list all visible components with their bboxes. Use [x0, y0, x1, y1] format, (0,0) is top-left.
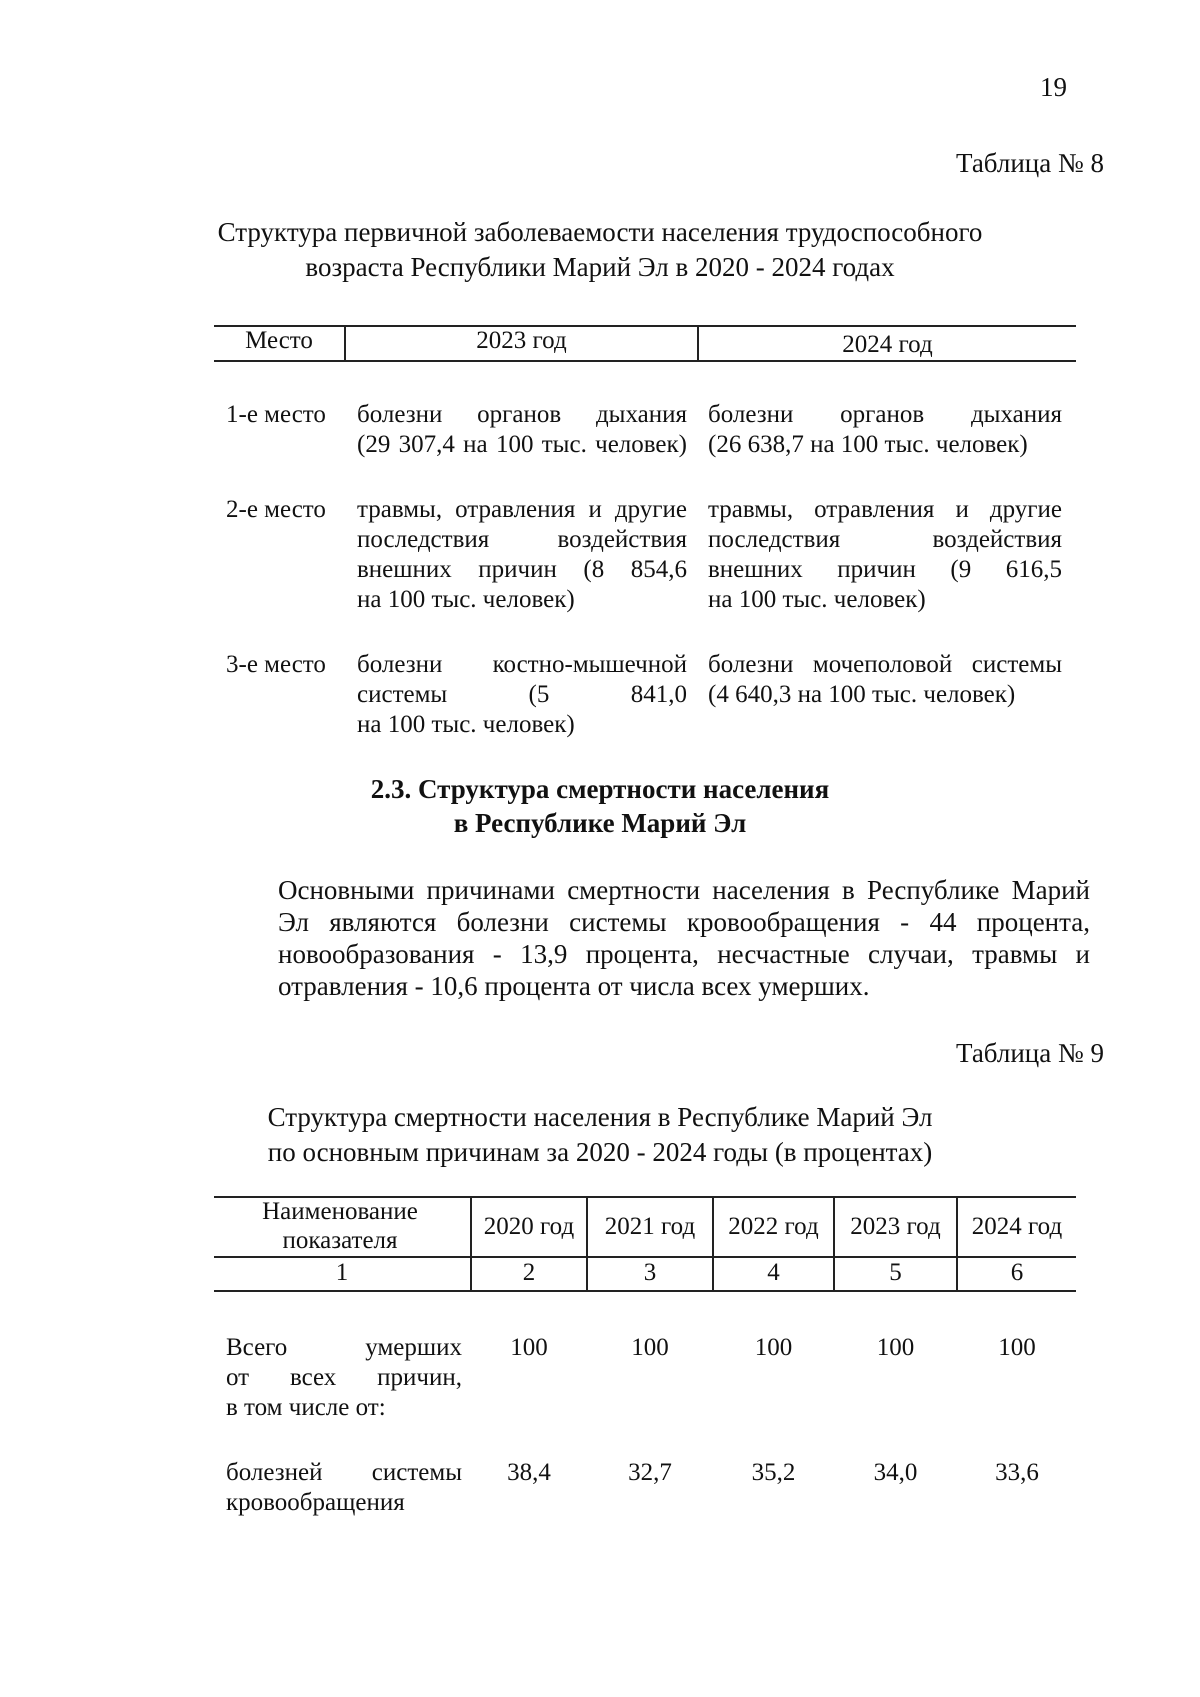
table-9-value: 34,0 — [873, 1459, 918, 1486]
table-9-header-name: Наименование показателя — [262, 1198, 418, 1254]
table-9-value: 100 — [510, 1334, 548, 1361]
table-9-header-year: 2024 год — [971, 1213, 1063, 1240]
cell-line: внешних причин (9 616,5 — [708, 556, 1062, 583]
cell-line: на 100 тыс. человек) — [357, 586, 575, 613]
table-8-cell-2024 — [708, 495, 1062, 615]
table-9-value: 32,7 — [628, 1459, 672, 1486]
cell-line: на 100 тыс. человек) — [708, 586, 926, 613]
table-8-place: 3-е место — [226, 651, 326, 678]
table-8-place: 1-е место — [226, 401, 326, 428]
table-9-title-line: Структура смертности населения в Республике Марий Эл — [267, 1102, 933, 1132]
cell-line: последствия воздействия — [357, 526, 687, 553]
table-9-header-year: 2020 год — [483, 1213, 575, 1240]
table-9-header-year: 2023 год — [850, 1213, 941, 1240]
table-8-label: Таблица № 8 — [956, 148, 1104, 178]
table-9-value: 100 — [876, 1334, 915, 1361]
table-8-header-2024: 2024 год — [842, 331, 933, 358]
cell-line: кровообращения — [226, 1489, 405, 1516]
table-9-value: 38,4 — [507, 1459, 551, 1486]
table-8-title — [0, 215, 1200, 285]
table-9-value: 35,2 — [751, 1459, 796, 1486]
table-9-header-year: 2021 год — [604, 1213, 696, 1240]
cell-line: (4 640,3 на 100 тыс. человек) — [708, 681, 1016, 708]
table-9-row-name — [226, 1458, 462, 1518]
table-9-col-number: 3 — [643, 1259, 657, 1286]
cell-line: последствия воздействия — [708, 526, 1062, 553]
cell-line: болезни органов дыхания — [357, 401, 687, 428]
cell-line: от всех причин, — [226, 1364, 462, 1391]
cell-line: болезни органов дыхания — [708, 401, 1062, 428]
table-9-number-rule — [214, 1290, 1076, 1292]
table-8-cell-2023 — [357, 495, 687, 615]
table-8-cell-2024 — [708, 650, 1062, 710]
table-9-title — [0, 1100, 1200, 1170]
page-number: 19 — [1040, 72, 1067, 102]
table-9-title-line: по основным причинам за 2020 - 2024 годы (в процентах) — [267, 1137, 933, 1167]
table-8-header-2023: 2023 год — [476, 327, 567, 354]
paragraph-text: Основными причинами смертности населения в Республике Марий Эл являются болезни системы кровообращения - 44 процента, новообразования - 13,9 процента, несчастные случаи, травмы и отравления - 10,6 процента от числа всех умерших. — [278, 875, 1090, 1001]
table-9-value: 100 — [631, 1334, 669, 1361]
cell-line: болезней системы — [226, 1459, 462, 1486]
section-paragraph — [206, 874, 1090, 1002]
section-heading — [0, 772, 1200, 840]
table-8-cell-2024 — [708, 400, 1062, 460]
table-9-col-number: 6 — [1010, 1259, 1024, 1286]
table-9-col-number: 5 — [889, 1259, 902, 1286]
cell-line: внешних причин (8 854,6 — [357, 556, 687, 583]
table-8-title-line: возраста Республики Марий Эл в 2020 - 2024 годах — [305, 252, 895, 282]
cell-line: болезни мочеполовой системы — [708, 651, 1062, 678]
table-9-col-number: 4 — [767, 1259, 780, 1286]
table-9-value: 100 — [754, 1334, 793, 1361]
table-8-place: 2-е место — [226, 496, 326, 523]
table-9-col-number: 2 — [522, 1259, 536, 1286]
cell-line: на 100 тыс. человек) — [357, 711, 575, 738]
section-heading-line: в Республике Марий Эл — [453, 808, 747, 838]
table-9-value: 33,6 — [995, 1459, 1039, 1486]
cell-line: системы (5 841,0 — [357, 681, 687, 708]
table-9-row-name — [226, 1333, 462, 1423]
table-8-header-place: Место — [245, 327, 313, 354]
cell-line: в том числе от: — [226, 1394, 386, 1421]
section-heading-line: 2.3. Структура смертности населения — [370, 774, 830, 804]
cell-line: травмы, отравления и другие — [357, 496, 687, 523]
table-8-title-line: Структура первичной заболеваемости населения трудоспособного — [217, 217, 983, 247]
cell-line: (26 638,7 на 100 тыс. человек) — [708, 431, 1028, 458]
table-8-cell-2023 — [357, 650, 687, 740]
table-9-col-number: 1 — [335, 1259, 349, 1286]
table-9-header-year: 2022 год — [728, 1213, 819, 1240]
cell-line: (29 307,4 на 100 тыс. человек) — [357, 431, 687, 458]
cell-line: травмы, отравления и другие — [708, 496, 1062, 523]
table-9-value: 100 — [998, 1334, 1036, 1361]
table-9-label: Таблица № 9 — [956, 1038, 1104, 1068]
cell-line: Всего умерших — [226, 1334, 462, 1361]
table-8-cell-2023 — [357, 400, 687, 460]
cell-line: болезни костно-мышечной — [357, 651, 687, 678]
